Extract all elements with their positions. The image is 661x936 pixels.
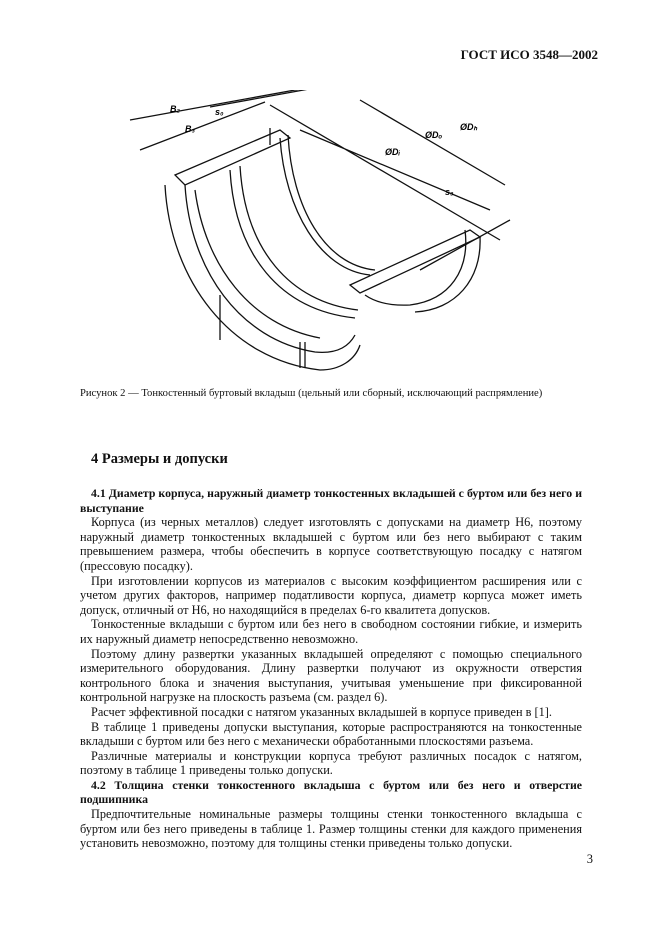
label-b2: B₂ [170,104,180,114]
paragraph: В таблице 1 приведены допуски выступания, которые распространяются на тонкостенные вкладыши с буртом или без него с механически обработанными плоскостями разъема. [80,719,582,749]
label-s0: s₀ [215,107,224,117]
paragraph: При изготовлении корпусов из материалов с высоким коэффициентом расширения или с учетом других факторов, например податливости корпуса, диаметр корпуса может иметь допуск, отличный от H6, но находящийся в пределах 6-го квалитета допусков. [80,573,582,617]
label-do: ØDₒ [425,130,443,140]
subsection-heading: 4.2 Толщина стенки тонкостенного вкладыша с буртом или без него и отверстие подшипника [80,777,582,807]
label-dh: ØDₕ [460,122,478,132]
figure-caption: Рисунок 2 — Тонкостенный буртовый вкладыш (цельный или сборный, исключающий распрямление) [80,388,543,399]
label-b3: B₃ [185,124,195,134]
subsection-heading: 4.1 Диаметр корпуса, наружный диаметр тонкостенных вкладышей с буртом или без него и выступание [80,486,582,515]
paragraph: Различные материалы и конструкции корпуса требуют различных посадок с натягом, поэтому в таблице 1 приведены только допуски. [80,748,582,778]
paragraph: Расчет эффективной посадки с натягом указанных вкладышей в корпусе приведен в [1]. [91,704,552,719]
document-code: ГОСТ ИСО 3548—2002 [460,47,598,62]
label-s3: s₃ [445,187,454,197]
bearing-drawing [120,90,520,380]
paragraph: Предпочтительные номинальные размеры толщины стенки тонкостенного вкладыша с буртом или без него приведены в таблице 1. Размер толщины стенки для каждого применения установить невозможно, поэтому для толщины стенки приведены только допуски. [80,807,582,851]
paragraph: Тонкостенные вкладыши с буртом или без него в свободном состоянии гибкие, и измерить их наружный диаметр непосредственно невозможно. [80,617,582,646]
body-text [80,486,582,851]
paragraph: Поэтому длину развертки указанных вкладышей определяют с помощью специального измерительного оборудования. Длину развертки получают из окружности отверстия контрольного блока и значения выступания, учитывая уменьшение при фиксированной контрольной нагрузке на плоскость разъема (см. раздел 6). [80,646,582,705]
page-number: 3 [586,852,593,866]
label-di: ØDᵢ [385,147,401,157]
paragraph: Корпуса (из черных металлов) следует изготовлять с допусками на диаметр H6, поэтому наружный диаметр тонкостенных вкладышей с буртом или без него выбирают с таким превышением размера, чтобы обеспечить в корпусе соответствующую посадку с натягом (прессовую посадку). [80,515,582,573]
section-title: 4 Размеры и допуски [91,451,228,467]
